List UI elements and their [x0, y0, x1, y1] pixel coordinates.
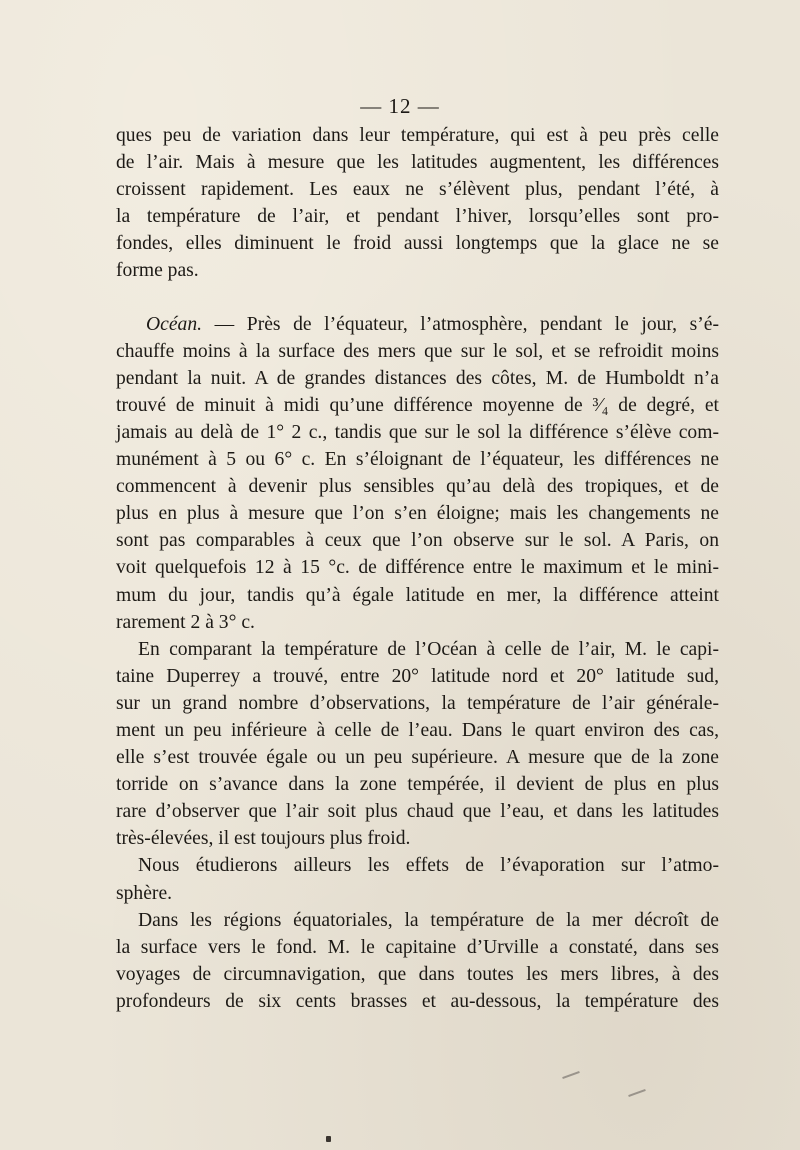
text-line: munément à 5 ou 6° c. En s’éloignant de l’équateur, les différences ne [116, 449, 719, 471]
section-heading: Océan. [146, 313, 203, 335]
text-line: torride on s’avance dans la zone tempérée, il devient de plus en plus [116, 774, 719, 796]
text-line: Dans les régions équatoriales, la température de la mer décroît de [138, 909, 719, 931]
text-line: rarement 2 à 3° c. [116, 611, 255, 633]
text-line: de l’air. Mais à mesure que les latitudes augmentent, les différences [116, 152, 719, 174]
text-line-rest: — Près de l’équateur, l’atmosphère, pendant le jour, s’é- [202, 313, 719, 335]
text-line: chauffe moins à la surface des mers que sur le sol, et se refroidit moins [116, 340, 719, 362]
text-line: la surface vers le fond. M. le capitaine d’Urville a constaté, dans ses [116, 936, 719, 958]
text-line: plus en plus à mesure que l’on s’en éloigne; mais les changements ne [116, 503, 719, 525]
text-line: ment un peu inférieure à celle de l’eau. Dans le quart environ des cas, [116, 719, 719, 741]
ink-dot [326, 1136, 331, 1142]
text-line: voyages de circumnavigation, que dans toutes les mers libres, à des [116, 963, 719, 985]
page-number: — 12 — [360, 94, 440, 118]
paragraph-5 [116, 907, 719, 1015]
text-line: fondes, elles diminuent le froid aussi longtemps que la glace ne se [116, 233, 719, 255]
text-line: En comparant la température de l’Océan à celle de l’air, M. le capi- [138, 638, 719, 660]
text-line: commencent à devenir plus sensibles qu’au delà des tropiques, et de [116, 476, 719, 498]
text-line: Nous étudierons ailleurs les effets de l’évaporation sur l’atmo- [138, 855, 719, 877]
text-line: très-élevées, il est toujours plus froid. [116, 828, 411, 850]
text-line: la température de l’air, et pendant l’hiver, lorsqu’elles sont pro- [116, 206, 719, 228]
text-line [116, 311, 719, 338]
body-text [116, 122, 719, 1015]
text-line: mum du jour, tandis qu’à égale latitude en mer, la différence atteint [116, 584, 719, 606]
text-line: rare d’observer que l’air soit plus chaud que l’eau, et dans les latitudes [116, 801, 719, 823]
paragraph-4 [116, 852, 719, 906]
text-line: sont pas comparables à ceux que l’on observe sur le sol. A Paris, on [116, 530, 719, 552]
text-line: sphère. [116, 882, 173, 904]
text-line: taine Duperrey a trouvé, entre 20° latitude nord et 20° latitude sud, [116, 665, 719, 687]
paragraph-3 [116, 636, 719, 853]
text-line: forme pas. [116, 260, 199, 282]
ink-mark [562, 1071, 580, 1079]
ink-mark [628, 1089, 646, 1097]
paragraph-1 [116, 122, 719, 285]
text-line: profondeurs de six cents brasses et au-dessous, la température des [116, 990, 719, 1012]
paragraph-ocean [116, 311, 719, 636]
text-line: jamais au delà de 1° 2 c., tandis que sur le sol la différence s’élève com- [116, 421, 719, 443]
text-line: trouvé de minuit à midi qu’une différence moyenne de ³⁄₄ de degré, et [116, 394, 719, 416]
text-line: elle s’est trouvée égale ou un peu supérieure. A mesure que de la zone [116, 747, 719, 769]
text-line: sur un grand nombre d’observations, la température de l’air générale- [116, 692, 719, 714]
text-line: pendant la nuit. A de grandes distances des côtes, M. de Humboldt n’a [116, 367, 719, 389]
text-line: croissent rapidement. Les eaux ne s’élèvent plus, pendant l’été, à [116, 179, 719, 201]
text-line: voit quelquefois 12 à 15 °c. de différence entre le maximum et le mini- [116, 557, 719, 579]
text-line: ques peu de variation dans leur température, qui est à peu près celle [116, 125, 719, 146]
